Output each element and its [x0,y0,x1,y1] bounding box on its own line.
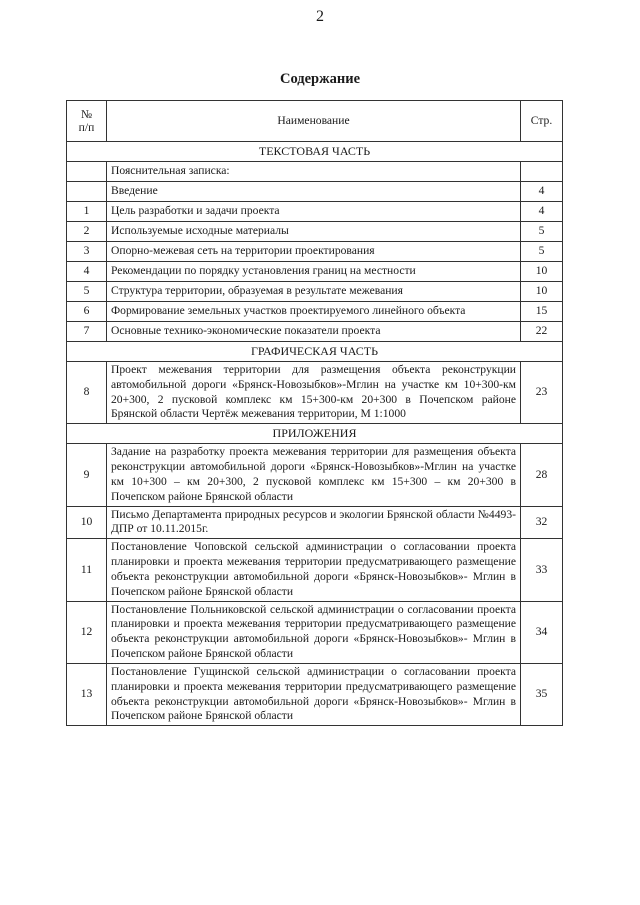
row-number: 9 [67,444,107,506]
contents-table [66,100,563,726]
row-page: 5 [521,242,563,262]
row-page: 32 [521,506,563,539]
row-name: Структура территории, образуемая в результате межевания [107,282,521,302]
row-name: Основные технико-экономические показатели проекта [107,322,521,342]
row-name: Постановление Чоповской сельской администрации о согласовании проекта планировки и проекта межевания территории предусматривающего размещение объекта реконструкции автомобильной дороги «Брянск-Новозыбков»- Мглин в Почепском районе Брянской области [107,539,521,601]
section-row [67,424,563,444]
section-title: ПРИЛОЖЕНИЯ [67,424,563,444]
row-page: 10 [521,262,563,282]
section-title: ТЕКСТОВАЯ ЧАСТЬ [67,142,563,162]
row-number: 8 [67,362,107,424]
row-name: Задание на разработку проекта межевания территории для размещения объекта реконструкции автомобильной дороги «Брянск-Новозыбков»-Мглин на участке км 10+300 – км 20+300, 2 пусковой комплекс км 15+300 – км 20+300 в Почепском районе Брянской области [107,444,521,506]
page-number: 2 [316,8,324,25]
table-row [67,262,563,282]
table-row [67,202,563,222]
table-row [67,302,563,322]
row-number: 5 [67,282,107,302]
row-name: Используемые исходные материалы [107,222,521,242]
row-page: 23 [521,362,563,424]
row-number [67,162,107,182]
table-row [67,182,563,202]
table-row [67,162,563,182]
header-page: Стр. [521,101,563,142]
section-row [67,142,563,162]
table-row [67,282,563,302]
row-page: 34 [521,601,563,663]
row-name: Письмо Департамента природных ресурсов и экологии Брянской области №4493-ДПР от 10.11.2015г. [107,506,521,539]
row-name: Постановление Гущинской сельской администрации о согласовании проекта планировки и проекта межевания территории предусматривающего размещение объекта реконструкции автомобильной дороги «Брянск-Новозыбков»- Мглин в Почепском районе Брянской области [107,663,521,725]
table-body [67,142,563,726]
document-title: Содержание [279,71,361,87]
table-header-row [67,101,563,142]
table-row [67,539,563,601]
section-row [67,342,563,362]
row-page: 28 [521,444,563,506]
table-row [67,242,563,262]
table-row [67,506,563,539]
header-name: Наименование [107,101,521,142]
row-page: 5 [521,222,563,242]
header-number: № п/п [67,101,107,142]
row-name: Цель разработки и задачи проекта [107,202,521,222]
table-row [67,322,563,342]
row-page: 35 [521,663,563,725]
row-page: 4 [521,182,563,202]
row-number: 2 [67,222,107,242]
table-row [67,444,563,506]
table-row [67,362,563,424]
row-number: 12 [67,601,107,663]
row-page: 10 [521,282,563,302]
row-name: Рекомендации по порядку установления границ на местности [107,262,521,282]
row-number: 3 [67,242,107,262]
row-number [67,182,107,202]
row-name: Постановление Польниковской сельской администрации о согласовании проекта планировки и проекта межевания территории предусматривающего размещение объекта реконструкции автомобильной дороги «Брянск-Новозыбков»- Мглин в Почепском районе Брянской области [107,601,521,663]
row-page [521,162,563,182]
row-name: Пояснительная записка: [107,162,521,182]
row-number: 13 [67,663,107,725]
table-row [67,222,563,242]
row-name: Проект межевания территории для размещения объекта реконструкции автомобильной дороги «Брянск-Новозыбков»-Мглин на участке км 10+300-км 20+300, 2 пусковой комплекс км 15+300-км 20+300 в Почепском районе Брянской области Чертёж межевания территории, М 1:1000 [107,362,521,424]
row-name: Опорно-межевая сеть на территории проектирования [107,242,521,262]
row-page: 4 [521,202,563,222]
row-page: 33 [521,539,563,601]
table-row [67,663,563,725]
row-name: Формирование земельных участков проектируемого линейного объекта [107,302,521,322]
row-number: 1 [67,202,107,222]
row-page: 22 [521,322,563,342]
row-number: 7 [67,322,107,342]
section-title: ГРАФИЧЕСКАЯ ЧАСТЬ [67,342,563,362]
row-number: 6 [67,302,107,322]
row-name: Введение [107,182,521,202]
row-number: 10 [67,506,107,539]
row-number: 4 [67,262,107,282]
table-row [67,601,563,663]
row-number: 11 [67,539,107,601]
row-page: 15 [521,302,563,322]
